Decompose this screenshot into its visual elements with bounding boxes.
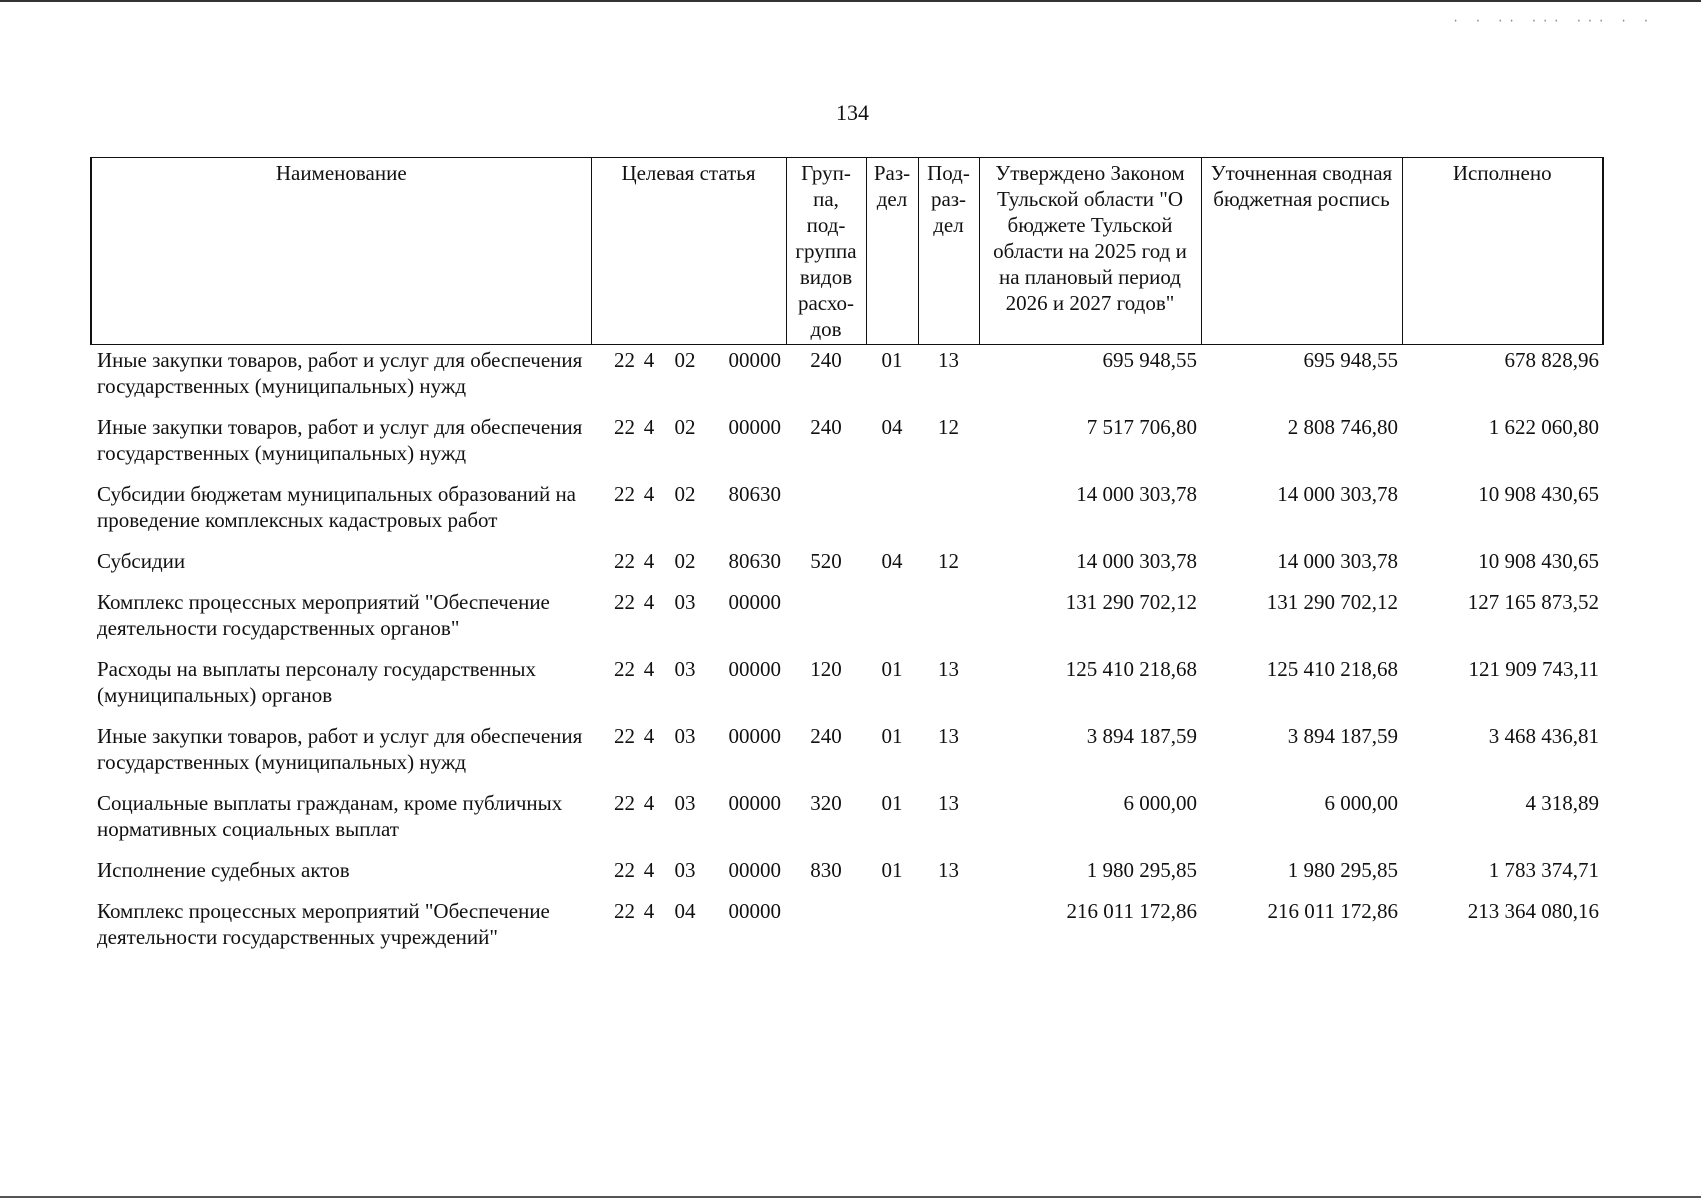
code-part-4: 00000: [728, 858, 781, 882]
row-approved: 131 290 702,12: [1065, 590, 1197, 614]
table-row: [91, 345, 1603, 409]
row-refined: 131 290 702,12: [1266, 590, 1398, 614]
row-approved: 125 410 218,68: [1065, 657, 1197, 681]
code-part-4: 80630: [728, 549, 781, 573]
row-group: 240: [810, 415, 842, 439]
code-part-1: 22: [614, 724, 635, 748]
row-name: Расходы на выплаты персоналу государственных (муниципальных) органов: [97, 657, 536, 707]
row-refined: 1 980 295,85: [1287, 858, 1398, 882]
row-subsection: 13: [938, 657, 959, 681]
code-part-1: 22: [614, 482, 635, 506]
row-section: 01: [881, 791, 903, 815]
row-refined: 6 000,00: [1324, 791, 1398, 815]
row-executed: 10 908 430,65: [1478, 549, 1599, 573]
row-group: [786, 583, 866, 650]
target-article-code: [591, 481, 786, 507]
code-part-4: 00000: [728, 590, 781, 614]
page-number-container: [0, 100, 1701, 126]
row-refined: 216 011 172,86: [1267, 899, 1398, 923]
row-executed: 1 622 060,80: [1488, 415, 1599, 439]
row-approved: 216 011 172,86: [1066, 899, 1197, 923]
row-section: 04: [881, 549, 903, 573]
row-refined: 3 894 187,59: [1287, 724, 1398, 748]
code-part-1: 22: [614, 549, 635, 573]
row-section: 04: [881, 415, 903, 439]
code-part-3: 02: [674, 482, 696, 506]
code-part-4: 80630: [728, 482, 781, 506]
code-part-2: 4: [643, 482, 655, 506]
code-part-3: 03: [674, 791, 696, 815]
header-target-article: Целевая статья: [591, 158, 786, 345]
code-part-1: 22: [614, 858, 635, 882]
row-group: 520: [810, 549, 842, 573]
row-target-article: [591, 892, 786, 959]
row-executed: 213 364 080,16: [1467, 899, 1599, 923]
row-target-article: [591, 583, 786, 650]
row-target-article: [591, 784, 786, 851]
table-row: [91, 717, 1603, 784]
table-row: [91, 583, 1603, 650]
target-article-code: [591, 347, 786, 373]
row-approved: 14 000 303,78: [1076, 549, 1197, 573]
row-section: 01: [881, 348, 903, 372]
code-part-3: 02: [674, 549, 696, 573]
page-number: 134: [836, 100, 869, 125]
code-part-2: 4: [643, 858, 655, 882]
page-bottom-border: [0, 1196, 1701, 1198]
header-executed: Исполнено: [1402, 158, 1603, 345]
header-approved: Утверждено Законом Тульской области "О бюджете Тульской области на 2025 год и на плановый период 2026 и 2027 годов": [979, 158, 1201, 345]
budget-table: [90, 157, 1604, 959]
row-subsection: 13: [938, 858, 959, 882]
code-part-1: 22: [614, 791, 635, 815]
target-article-code: [591, 414, 786, 440]
row-group: [786, 475, 866, 542]
table-row: [91, 650, 1603, 717]
code-part-4: 00000: [728, 791, 781, 815]
code-part-2: 4: [643, 657, 655, 681]
row-refined: 695 948,55: [1303, 348, 1398, 372]
code-part-1: 22: [614, 415, 635, 439]
row-target-article: [591, 345, 786, 409]
row-section: 01: [881, 724, 903, 748]
row-group: 320: [810, 791, 842, 815]
row-executed: 4 318,89: [1525, 791, 1599, 815]
row-section: 01: [881, 858, 903, 882]
row-refined: 14 000 303,78: [1277, 549, 1398, 573]
row-subsection: 13: [938, 724, 959, 748]
code-part-1: 22: [614, 348, 635, 372]
code-part-2: 4: [643, 791, 655, 815]
row-name: Комплекс процессных мероприятий "Обеспечение деятельности государственных учреждений": [97, 899, 550, 949]
header-refined: Уточненная сводная бюджетная роспись: [1201, 158, 1402, 345]
row-refined: 2 808 746,80: [1287, 415, 1398, 439]
code-part-2: 4: [643, 724, 655, 748]
code-part-3: 04: [674, 899, 696, 923]
row-group: 120: [810, 657, 842, 681]
row-target-article: [591, 851, 786, 892]
row-subsection: 12: [938, 415, 959, 439]
row-name: Комплекс процессных мероприятий "Обеспечение деятельности государственных органов": [97, 590, 550, 640]
code-part-4: 00000: [728, 724, 781, 748]
table-row: [91, 475, 1603, 542]
code-part-4: 00000: [728, 415, 781, 439]
budget-table-wrapper: [90, 157, 1602, 959]
row-name: Субсидии бюджетам муниципальных образований на проведение комплексных кадастровых работ: [97, 482, 577, 532]
code-part-2: 4: [643, 348, 655, 372]
target-article-code: [591, 898, 786, 924]
page-top-border: [0, 0, 1701, 2]
row-approved: 695 948,55: [1102, 348, 1197, 372]
code-part-2: 4: [643, 590, 655, 614]
code-part-3: 03: [674, 657, 696, 681]
table-row: [91, 851, 1603, 892]
row-refined: 125 410 218,68: [1266, 657, 1398, 681]
code-part-1: 22: [614, 657, 635, 681]
row-group: [786, 892, 866, 959]
row-executed: 3 468 436,81: [1488, 724, 1599, 748]
row-executed: 1 783 374,71: [1488, 858, 1599, 882]
row-name: Субсидии: [97, 549, 186, 573]
table-row: [91, 542, 1603, 583]
row-group: 240: [810, 724, 842, 748]
row-group: 830: [810, 858, 842, 882]
row-target-article: [591, 475, 786, 542]
row-executed: 127 165 873,52: [1467, 590, 1599, 614]
row-target-article: [591, 717, 786, 784]
target-article-code: [591, 548, 786, 574]
header-group: Груп- па, под- группа видов расхо- дов: [786, 158, 866, 345]
row-approved: 14 000 303,78: [1076, 482, 1197, 506]
row-executed: 678 828,96: [1504, 348, 1599, 372]
code-part-3: 02: [674, 348, 696, 372]
table-row: [91, 892, 1603, 959]
scan-marks: · · ·· ··· ··· · ·: [1452, 14, 1654, 28]
row-subsection: 13: [938, 348, 959, 372]
row-subsection: 12: [938, 549, 959, 573]
row-target-article: [591, 408, 786, 475]
row-subsection: [918, 892, 979, 959]
row-name: Иные закупки товаров, работ и услуг для обеспечения государственных (муниципальных) нужд: [97, 415, 583, 465]
code-part-2: 4: [643, 549, 655, 573]
code-part-4: 00000: [728, 899, 781, 923]
table-row: [91, 784, 1603, 851]
row-subsection: 13: [938, 791, 959, 815]
table-header: [91, 158, 1603, 345]
target-article-code: [591, 790, 786, 816]
row-executed: 121 909 743,11: [1468, 657, 1599, 681]
target-article-code: [591, 589, 786, 615]
row-subsection: [918, 475, 979, 542]
code-part-2: 4: [643, 899, 655, 923]
header-subsection: Под- раз- дел: [918, 158, 979, 345]
code-part-4: 00000: [728, 657, 781, 681]
row-section: [866, 475, 918, 542]
code-part-3: 03: [674, 858, 696, 882]
code-part-1: 22: [614, 899, 635, 923]
code-part-3: 03: [674, 724, 696, 748]
table-row: [91, 408, 1603, 475]
row-target-article: [591, 650, 786, 717]
row-section: [866, 892, 918, 959]
row-name: Иные закупки товаров, работ и услуг для обеспечения государственных (муниципальных) нужд: [97, 348, 583, 398]
row-approved: 1 980 295,85: [1086, 858, 1197, 882]
target-article-code: [591, 656, 786, 682]
row-group: 240: [810, 348, 842, 372]
table-body: [91, 345, 1603, 960]
target-article-code: [591, 723, 786, 749]
code-part-2: 4: [643, 415, 655, 439]
row-refined: 14 000 303,78: [1277, 482, 1398, 506]
row-approved: 7 517 706,80: [1086, 415, 1197, 439]
code-part-4: 00000: [728, 348, 781, 372]
code-part-1: 22: [614, 590, 635, 614]
header-name: Наименование: [91, 158, 591, 345]
row-approved: 6 000,00: [1123, 791, 1197, 815]
target-article-code: [591, 857, 786, 883]
row-section: 01: [881, 657, 903, 681]
row-target-article: [591, 542, 786, 583]
code-part-3: 02: [674, 415, 696, 439]
row-section: [866, 583, 918, 650]
row-name: Социальные выплаты гражданам, кроме публичных нормативных социальных выплат: [97, 791, 563, 841]
row-name: Исполнение судебных актов: [97, 858, 350, 882]
row-name: Иные закупки товаров, работ и услуг для обеспечения государственных (муниципальных) нужд: [97, 724, 583, 774]
code-part-3: 03: [674, 590, 696, 614]
row-executed: 10 908 430,65: [1478, 482, 1599, 506]
header-section: Раз- дел: [866, 158, 918, 345]
row-subsection: [918, 583, 979, 650]
row-approved: 3 894 187,59: [1086, 724, 1197, 748]
